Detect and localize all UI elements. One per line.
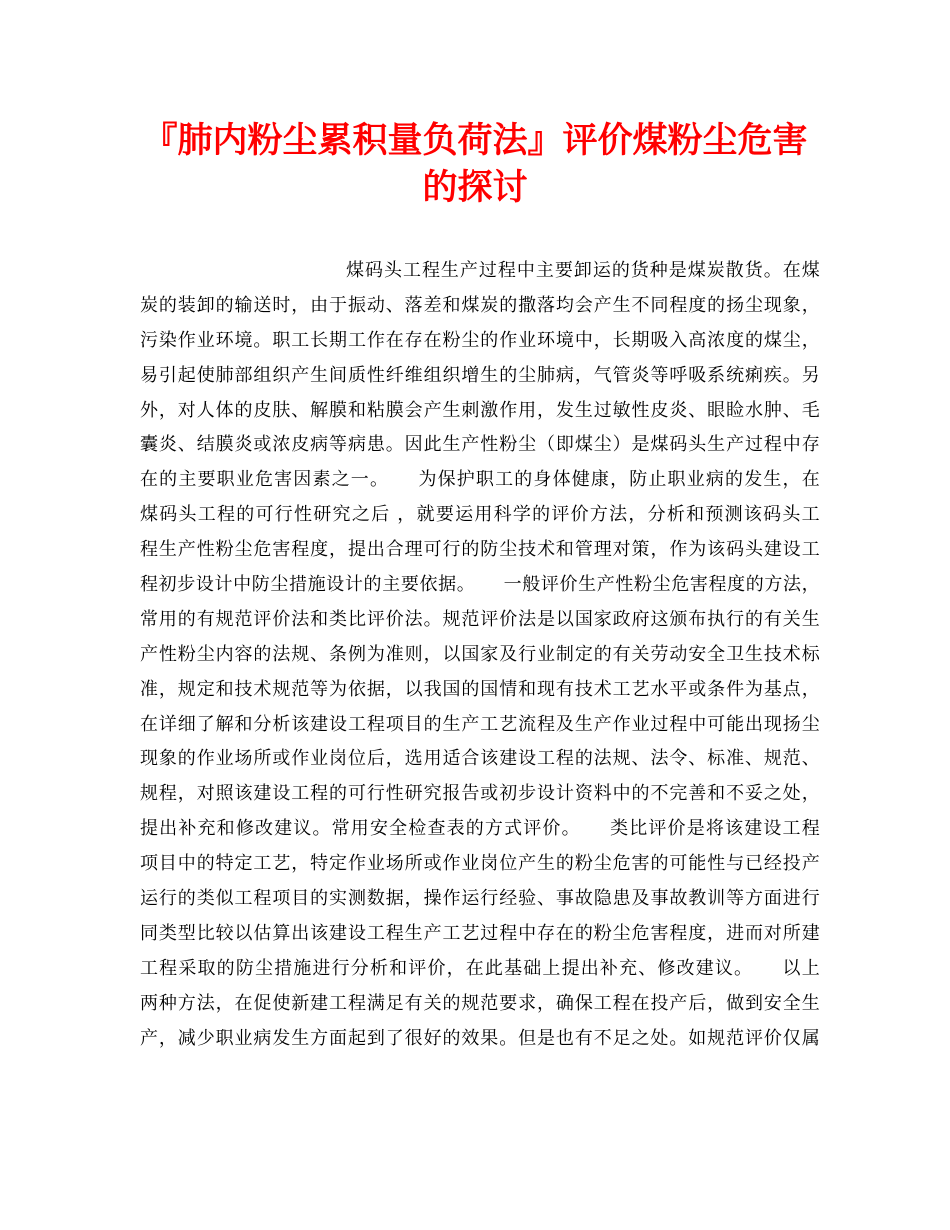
body-line: 常用的有规范评价法和类比评价法。规范评价法是以国家政府这颁布执行的有关生	[140, 608, 820, 630]
body-line: 煤码头工程生产过程中主要卸运的货种是煤炭散货。在煤	[346, 260, 820, 281]
body-line: 在详细了解和分析该建设工程项目的生产工艺流程及生产作业过程中可能出现扬尘	[140, 713, 820, 735]
body-line: 工程采取的防尘措施进行分析和评价，在此基础上提出补充、修改建议。 以上	[140, 957, 820, 979]
body-line: 产性粉尘内容的法规、条例为准则，以国家及行业制定的有关劳动安全卫生技术标	[140, 643, 820, 665]
body-line: 产，减少职业病发生方面起到了很好的效果。但是也有不足之处。如规范评价仅属	[140, 1027, 820, 1049]
body-line: 规程，对照该建设工程的可行性研究报告或初步设计资料中的不完善和不妥之处，	[140, 783, 820, 805]
body-line: 在的主要职业危害因素之一。 为保护职工的身体健康，防止职业病的发生，在	[140, 469, 820, 491]
body-line: 提出补充和修改建议。常用安全检查表的方式评价。 类比评价是将该建设工程	[140, 818, 820, 840]
body-line: 准，规定和技术规范等为依据，以我国的国情和现有技术工艺水平或条件为基点，	[140, 678, 820, 700]
body-paragraph	[140, 254, 820, 1056]
body-line: 煤码头工程的可行性研究之后 ，就要运用科学的评价方法，分析和预测该码头工	[140, 504, 820, 526]
body-line: 项目中的特定工艺，特定作业场所或作业岗位产生的粉尘危害的可能性与已经投产	[140, 853, 820, 875]
body-line: 外，对人体的皮肤、解膜和粘膜会产生刺激作用，发生过敏性皮炎、眼睑水肿、毛	[140, 399, 820, 421]
body-line: 囊炎、结膜炎或浓皮病等病患。因此生产性粉尘（即煤尘）是煤码头生产过程中存	[140, 434, 820, 456]
body-line: 运行的类似工程项目的实测数据，操作运行经验、事故隐患及事故教训等方面进行	[140, 888, 820, 910]
body-line: 污染作业环境。职工长期工作在存在粉尘的作业环境中，长期吸入高浓度的煤尘，	[140, 329, 820, 351]
document-title	[120, 118, 830, 212]
body-line: 程初步设计中防尘措施设计的主要依据。 一般评价生产性粉尘危害程度的方法，	[140, 574, 820, 596]
body-line: 同类型比较以估算出该建设工程生产工艺过程中存在的粉尘危害程度，进而对所建	[140, 922, 820, 944]
body-line: 程生产性粉尘危害程度，提出合理可行的防尘技术和管理对策，作为该码头建设工	[140, 539, 820, 561]
body-line: 现象的作业场所或作业岗位后，选用适合该建设工程的法规、法令、标准、规范、	[140, 748, 820, 770]
title-line-1: 『肺内粉尘累积量负荷法』评价煤粉尘危害	[142, 121, 808, 161]
title-line-2: 的探讨	[422, 168, 528, 208]
body-line: 炭的装卸的输送时，由于振动、落差和煤炭的撒落均会产生不同程度的扬尘现象，	[140, 294, 820, 316]
body-line: 两种方法，在促使新建工程满足有关的规范要求，确保工程在投产后，做到安全生	[140, 992, 820, 1014]
body-line: 易引起使肺部组织产生间质性纤维组织增生的尘肺病，气管炎等呼吸系统痢疾。另	[140, 364, 820, 386]
